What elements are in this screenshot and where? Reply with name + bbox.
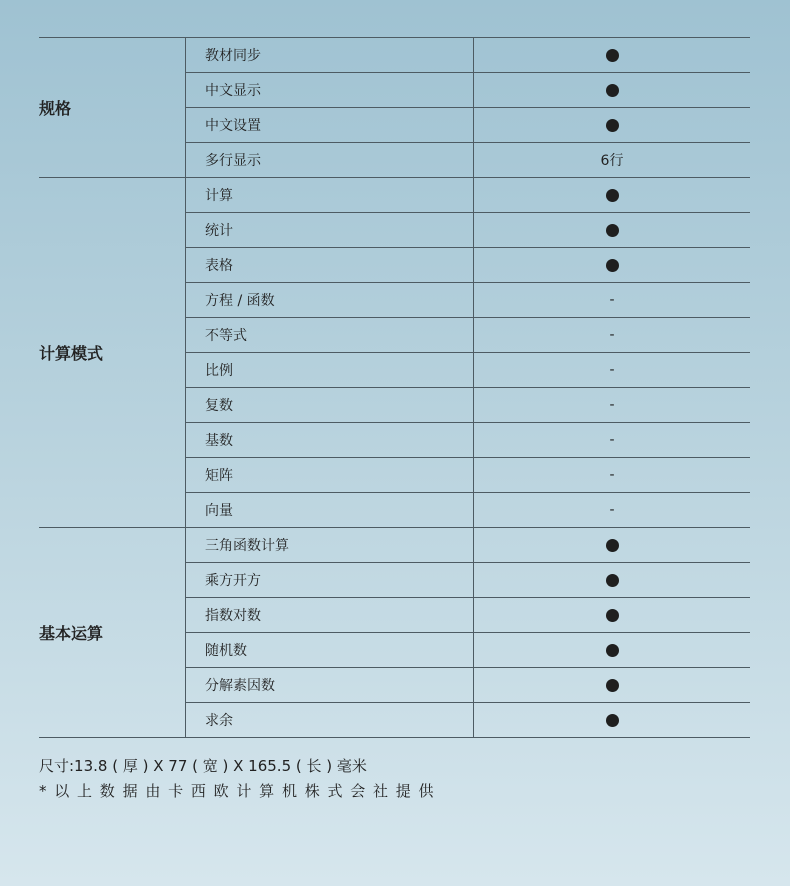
feature-label: 随机数 xyxy=(186,633,474,668)
value-cell: 6行 xyxy=(474,143,751,178)
supported-cell xyxy=(474,178,751,213)
feature-label: 乘方开方 xyxy=(186,563,474,598)
feature-label: 中文显示 xyxy=(186,73,474,108)
feature-label: 中文设置 xyxy=(186,108,474,143)
feature-label: 三角函数计算 xyxy=(186,528,474,563)
spec-row xyxy=(39,38,750,73)
feature-label: 矩阵 xyxy=(186,458,474,493)
supported-cell xyxy=(474,668,751,703)
feature-label: 指数对数 xyxy=(186,598,474,633)
value-cell: - xyxy=(474,423,751,458)
feature-label: 统计 xyxy=(186,213,474,248)
supported-cell xyxy=(474,213,751,248)
supported-dot-icon xyxy=(606,189,619,202)
group-label: 规格 xyxy=(39,38,186,178)
feature-label: 比例 xyxy=(186,353,474,388)
group-label: 基本运算 xyxy=(39,528,186,738)
supported-dot-icon xyxy=(606,119,619,132)
spec-table-body xyxy=(39,38,750,738)
value-cell: - xyxy=(474,388,751,423)
supported-dot-icon xyxy=(606,679,619,692)
spec-row xyxy=(39,178,750,213)
supported-dot-icon xyxy=(606,574,619,587)
supported-dot-icon xyxy=(606,609,619,622)
feature-label: 计算 xyxy=(186,178,474,213)
supported-cell xyxy=(474,73,751,108)
supported-cell xyxy=(474,108,751,143)
feature-label: 方程 / 函数 xyxy=(186,283,474,318)
spec-row xyxy=(39,528,750,563)
feature-label: 表格 xyxy=(186,248,474,283)
feature-label: 不等式 xyxy=(186,318,474,353)
feature-label: 基数 xyxy=(186,423,474,458)
value-cell: - xyxy=(474,458,751,493)
feature-label: 向量 xyxy=(186,493,474,528)
supported-dot-icon xyxy=(606,259,619,272)
data-source-note: * 以 上 数 据 由 卡 西 欧 计 算 机 株 式 会 社 提 供 xyxy=(39,782,436,800)
group-label: 计算模式 xyxy=(39,178,186,528)
supported-cell xyxy=(474,703,751,738)
spec-table xyxy=(39,37,750,738)
feature-label: 教材同步 xyxy=(186,38,474,73)
value-cell: - xyxy=(474,493,751,528)
dimensions-note: 尺寸:13.8 ( 厚 ) X 77 ( 宽 ) X 165.5 ( 长 ) 毫米 xyxy=(39,757,367,775)
feature-label: 分解素因数 xyxy=(186,668,474,703)
supported-dot-icon xyxy=(606,714,619,727)
supported-dot-icon xyxy=(606,84,619,97)
supported-cell xyxy=(474,528,751,563)
supported-dot-icon xyxy=(606,539,619,552)
supported-dot-icon xyxy=(606,224,619,237)
feature-label: 求余 xyxy=(186,703,474,738)
value-cell: - xyxy=(474,318,751,353)
value-cell: - xyxy=(474,353,751,388)
supported-cell xyxy=(474,248,751,283)
supported-cell xyxy=(474,563,751,598)
supported-cell xyxy=(474,633,751,668)
value-cell: - xyxy=(474,283,751,318)
supported-cell xyxy=(474,38,751,73)
feature-label: 复数 xyxy=(186,388,474,423)
supported-cell xyxy=(474,598,751,633)
feature-label: 多行显示 xyxy=(186,143,474,178)
supported-dot-icon xyxy=(606,49,619,62)
supported-dot-icon xyxy=(606,644,619,657)
